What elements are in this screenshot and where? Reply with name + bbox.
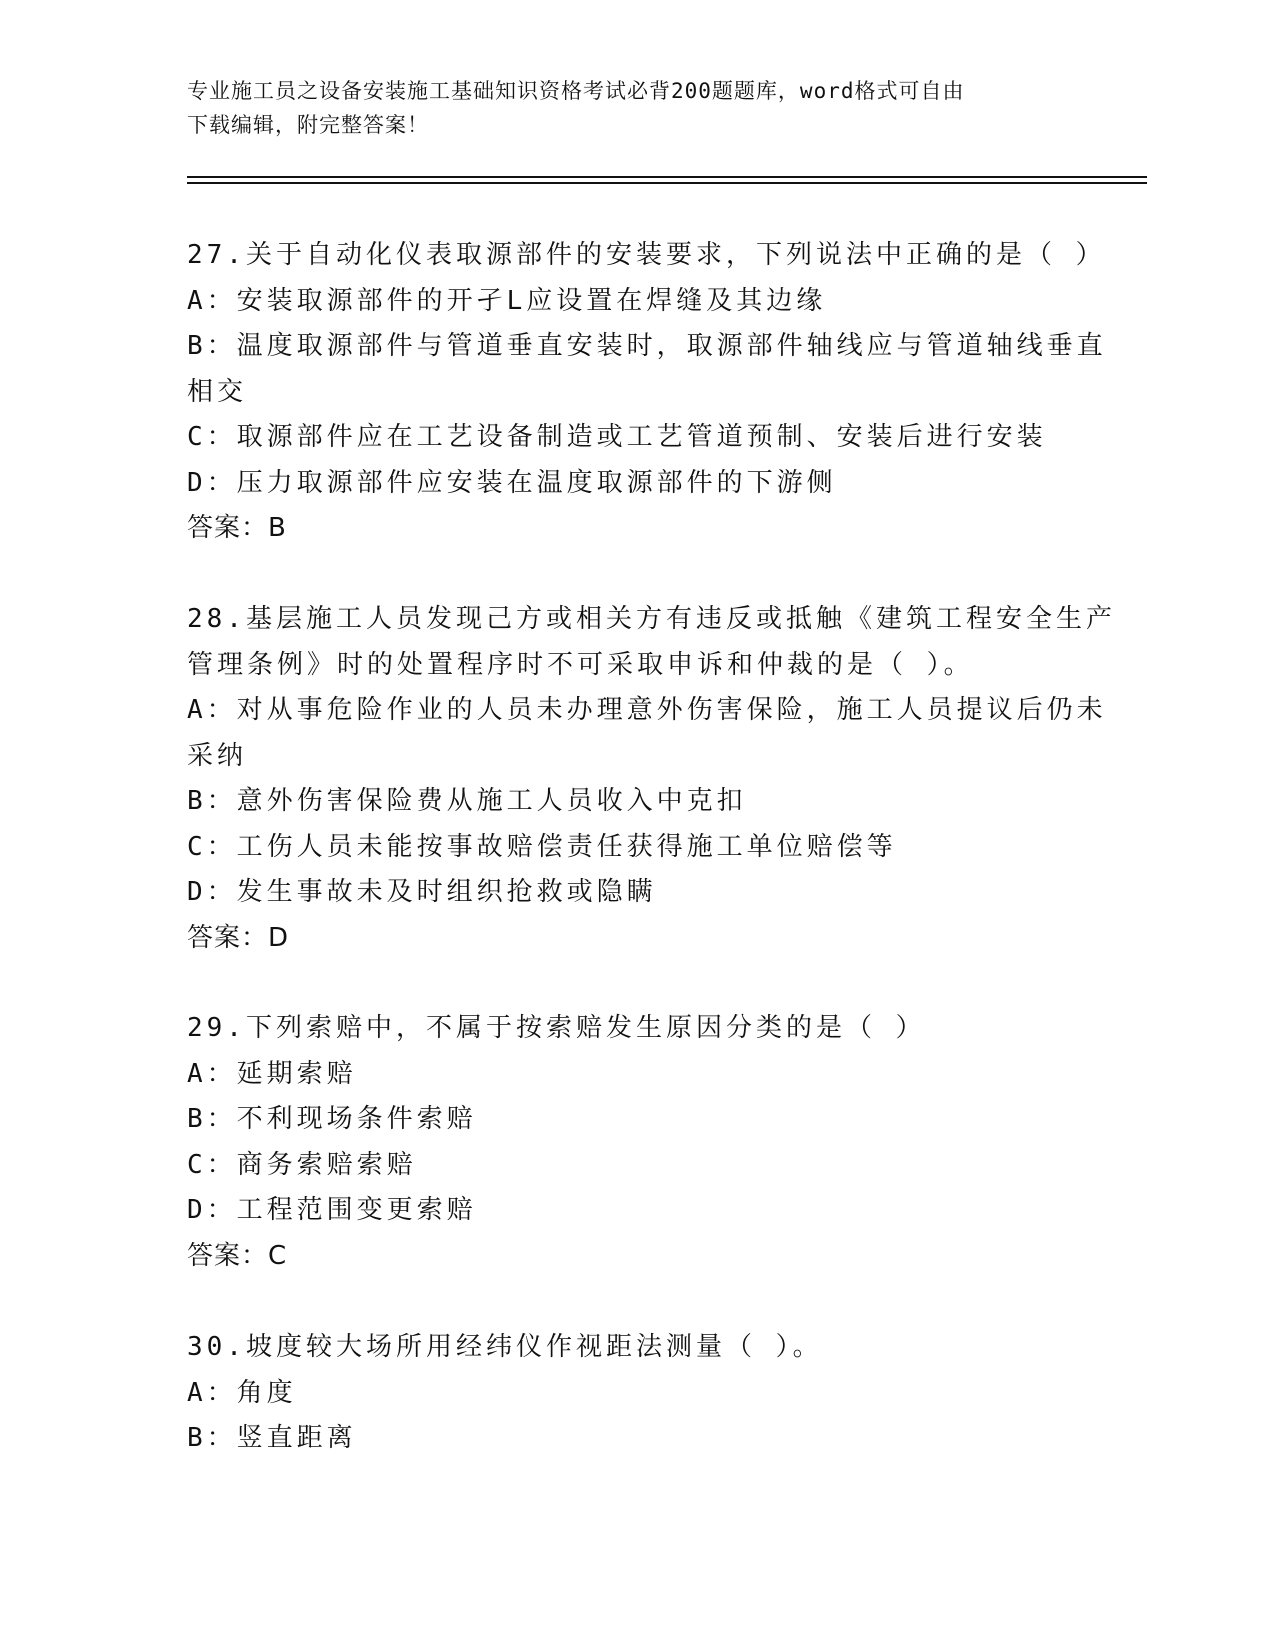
option-d: D：工程范围变更索赔 <box>187 1195 477 1225</box>
option-a: A：角度 <box>187 1377 297 1408</box>
option-c: C：取源部件应在工艺设备制造或工艺管道预制、安装后进行安装 <box>187 422 1047 452</box>
question-29 <box>187 1006 1067 1279</box>
question-stem-continued: 管理条例》时的处置程序时不可采取申诉和仲裁的是（ ）。 <box>187 649 974 680</box>
option-b: B：温度取源部件与管道垂直安装时，取源部件轴线应与管道轴线垂直 <box>187 331 1107 361</box>
option-c: C：工伤人员未能按事故赔偿责任获得施工单位赔偿等 <box>187 831 897 862</box>
document-header <box>187 74 1067 142</box>
header-divider-bottom <box>187 182 1147 184</box>
question-27 <box>187 233 1107 552</box>
option-d: D：压力取源部件应安装在温度取源部件的下游侧 <box>187 467 837 498</box>
option-d: D：发生事故未及时组织抢救或隐瞒 <box>187 877 657 907</box>
header-line-1: 专业施工员之设备安装施工基础知识资格考试必背200题题库，word格式可自由 <box>187 79 965 103</box>
option-c: C：商务索赔索赔 <box>187 1149 417 1180</box>
option-a: A：延期索赔 <box>187 1058 357 1089</box>
answer-label: 答案：B <box>187 513 287 543</box>
option-a: A：对从事危险作业的人员未办理意外伤害保险，施工人员提议后仍未 <box>187 695 1107 725</box>
question-28 <box>187 597 1116 961</box>
question-stem: 29.下列索赔中，不属于按索赔发生原因分类的是（ ） <box>187 1013 926 1043</box>
question-stem: 30.坡度较大场所用经纬仪作视距法测量（ ）。 <box>187 1332 823 1362</box>
answer-label: 答案：D <box>187 922 290 953</box>
option-b: B：意外伤害保险费从施工人员收入中克扣 <box>187 786 747 816</box>
option-a: A：安装取源部件的开孑L应设置在焊缝及其边缘 <box>187 285 827 316</box>
option-b-continued: 相交 <box>187 376 248 407</box>
header-line-2: 下载编辑，附完整答案！ <box>187 113 429 137</box>
question-stem: 28.基层施工人员发现己方或相关方有违反或抵触《建筑工程安全生产 <box>187 604 1116 634</box>
option-b: B：竖直距离 <box>187 1423 357 1453</box>
option-a-continued: 采纳 <box>187 740 248 771</box>
answer-label: 答案：C <box>187 1240 288 1271</box>
option-b: B：不利现场条件索赔 <box>187 1104 477 1134</box>
question-stem: 27.关于自动化仪表取源部件的安装要求，下列说法中正确的是（ ） <box>187 240 1106 270</box>
header-divider-top <box>187 176 1147 178</box>
question-30 <box>187 1325 1067 1462</box>
